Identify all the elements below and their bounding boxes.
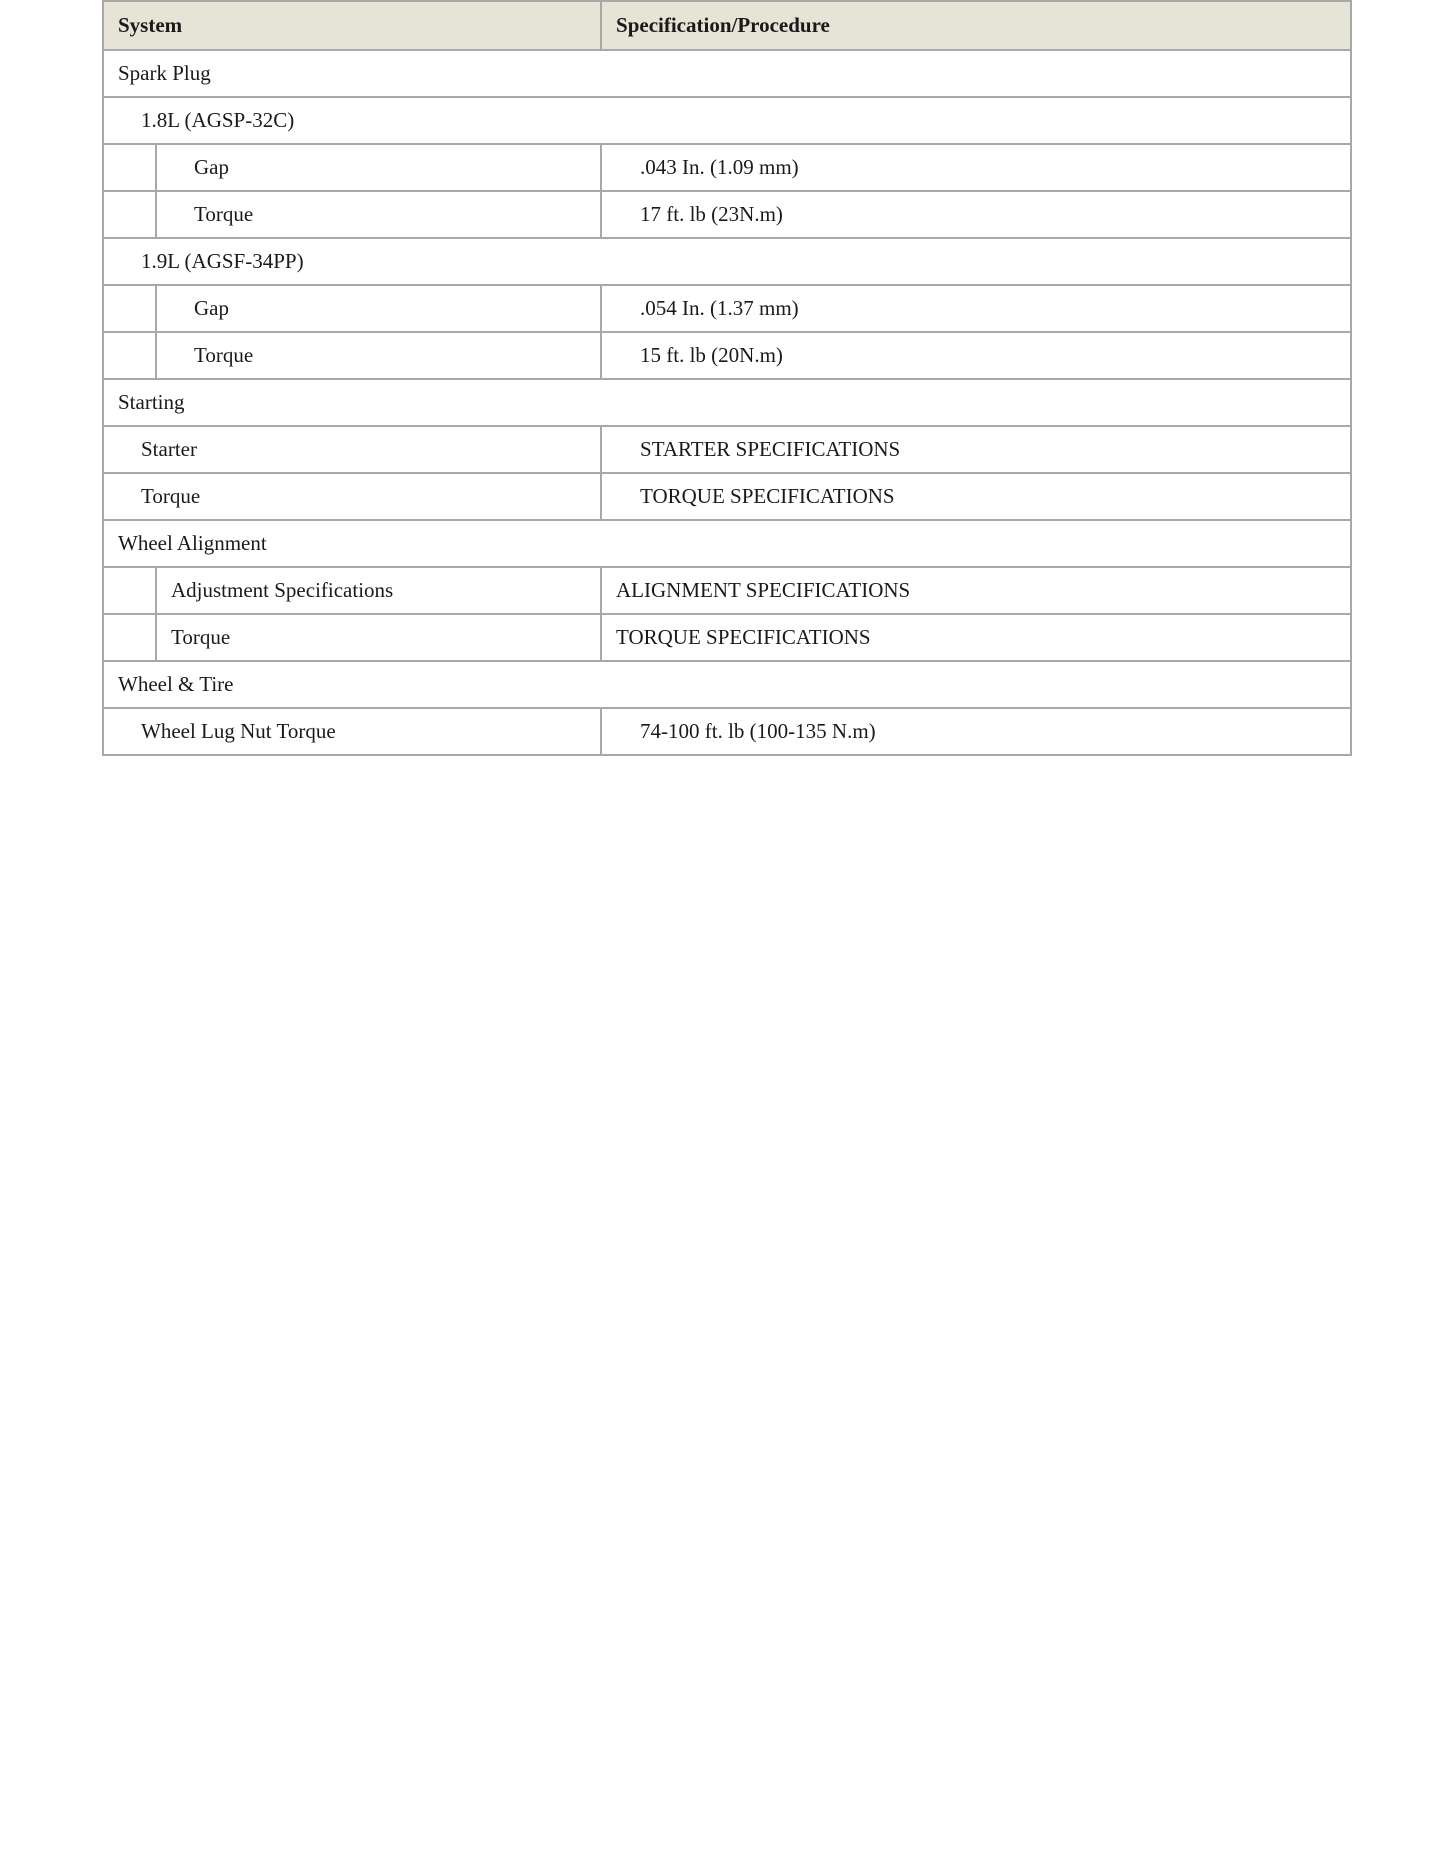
row-label: Gap: [156, 144, 601, 191]
section-row: [103, 520, 1351, 567]
section-row: [103, 661, 1351, 708]
table-row: [103, 191, 1351, 238]
table-row: [103, 614, 1351, 661]
table-row: [103, 332, 1351, 379]
section-label: Wheel & Tire: [103, 661, 1351, 708]
row-value: TORQUE SPECIFICATIONS: [601, 614, 1351, 661]
row-label: Gap: [156, 285, 601, 332]
section-row: [103, 379, 1351, 426]
row-label: Wheel Lug Nut Torque: [103, 708, 601, 755]
subsection-row: [103, 97, 1351, 144]
subsection-label: 1.9L (AGSF-34PP): [103, 238, 1351, 285]
row-value: .054 In. (1.37 mm): [601, 285, 1351, 332]
row-value: ALIGNMENT SPECIFICATIONS: [601, 567, 1351, 614]
row-value: 74-100 ft. lb (100-135 N.m): [601, 708, 1351, 755]
indent-cell: [103, 144, 156, 191]
row-label: Adjustment Specifications: [156, 567, 601, 614]
indent-cell: [103, 285, 156, 332]
row-label: Starter: [103, 426, 601, 473]
table-row: [103, 426, 1351, 473]
header-row: [103, 1, 1351, 50]
row-label: Torque: [156, 614, 601, 661]
section-label: Spark Plug: [103, 50, 1351, 97]
row-value: TORQUE SPECIFICATIONS: [601, 473, 1351, 520]
row-label: Torque: [156, 332, 601, 379]
section-label: Starting: [103, 379, 1351, 426]
indent-cell: [103, 332, 156, 379]
table-row: [103, 285, 1351, 332]
table-row: [103, 144, 1351, 191]
indent-cell: [103, 567, 156, 614]
row-value: 17 ft. lb (23N.m): [601, 191, 1351, 238]
subsection-row: [103, 238, 1351, 285]
section-row: [103, 50, 1351, 97]
row-label: Torque: [156, 191, 601, 238]
column-header-specification: Specification/Procedure: [601, 1, 1351, 50]
spec-table: [102, 0, 1352, 756]
row-label: Torque: [103, 473, 601, 520]
column-header-system: System: [103, 1, 601, 50]
row-value: 15 ft. lb (20N.m): [601, 332, 1351, 379]
indent-cell: [103, 614, 156, 661]
table-row: [103, 473, 1351, 520]
subsection-label: 1.8L (AGSP-32C): [103, 97, 1351, 144]
indent-cell: [103, 191, 156, 238]
section-label: Wheel Alignment: [103, 520, 1351, 567]
table-row: [103, 708, 1351, 755]
table-row: [103, 567, 1351, 614]
row-value: .043 In. (1.09 mm): [601, 144, 1351, 191]
row-value: STARTER SPECIFICATIONS: [601, 426, 1351, 473]
